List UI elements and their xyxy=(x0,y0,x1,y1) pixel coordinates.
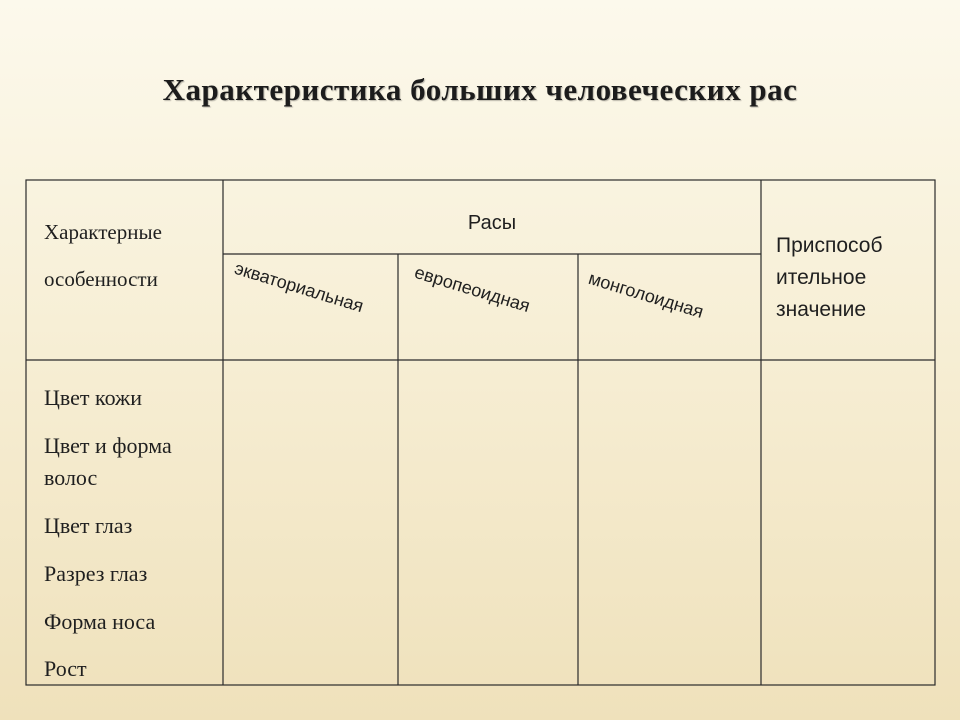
row-height: Рост xyxy=(44,656,87,681)
race-equatorial: экваториальная xyxy=(232,258,366,317)
row-hair-line1: Цвет и форма xyxy=(44,433,172,458)
row-hair-color-shape xyxy=(44,430,172,494)
header-features-line2: особенности xyxy=(44,267,158,291)
row-nose-shape: Форма носа xyxy=(44,609,156,634)
header-features xyxy=(44,214,162,308)
header-races: Расы xyxy=(467,212,517,234)
header-features-line1: Характерные xyxy=(44,220,162,244)
header-adaptive-line3: значение xyxy=(776,298,867,321)
race-caucasoid: европеоидная xyxy=(412,262,533,317)
row-hair-line2: волос xyxy=(44,465,98,490)
slide-title: Характеристика больших человеческих рас xyxy=(162,72,798,107)
header-adaptive-line2: ительное xyxy=(776,266,867,289)
race-mongoloid: монголоидная xyxy=(586,268,706,322)
header-adaptive-line1: Приспособ xyxy=(776,234,883,257)
row-eye-shape: Разрез глаз xyxy=(44,561,148,586)
row-eye-color: Цвет глаз xyxy=(44,513,133,538)
row-skin-color: Цвет кожи xyxy=(44,385,143,410)
header-adaptive xyxy=(776,228,883,328)
